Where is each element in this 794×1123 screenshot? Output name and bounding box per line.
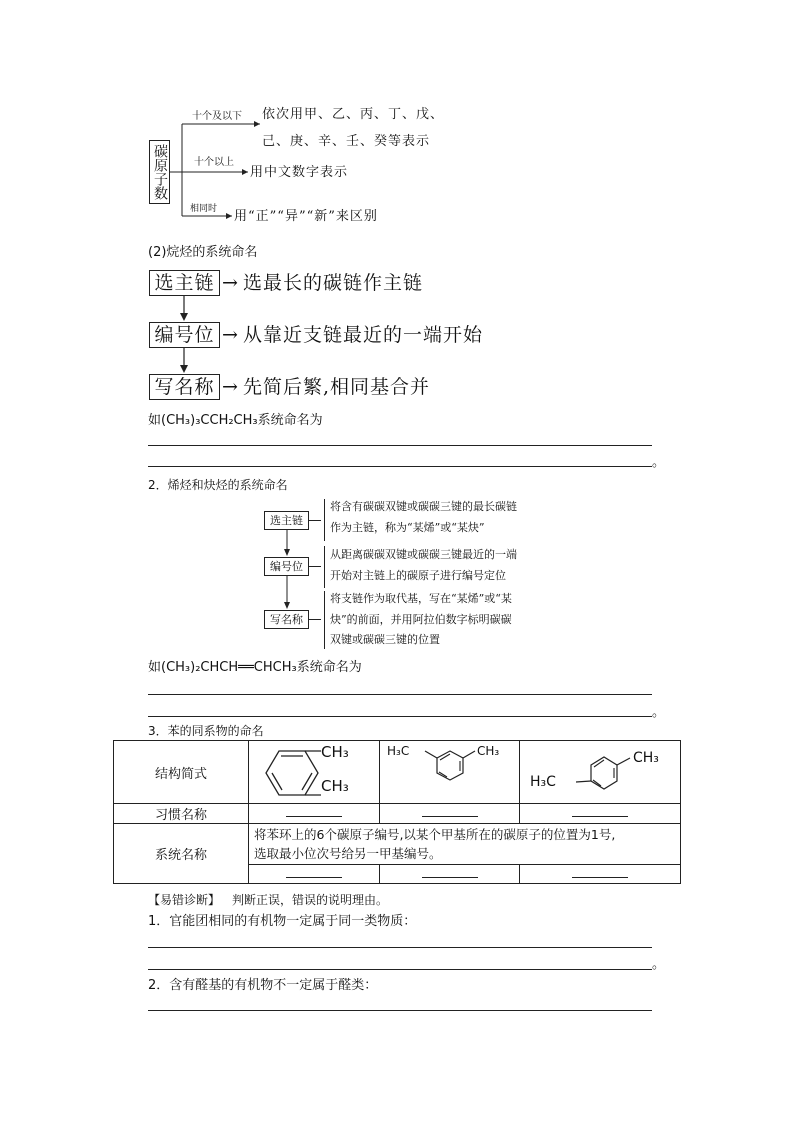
alkane-down-arrow-1 — [178, 296, 190, 322]
alkene-heading: 2．烯烃和炔烃的系统命名 — [148, 478, 288, 492]
meta-methyl-right: CH₃ — [477, 744, 500, 758]
alkene-step3-line2: 炔”的前面，并用阿拉伯数字标明碳碳 — [330, 613, 512, 626]
alkene-step3-box: 写名称 — [264, 610, 309, 629]
para-methyl-right: CH₃ — [633, 750, 659, 766]
alkene-step1-bar — [324, 499, 325, 541]
ortho-methyl-top: CH₃ — [321, 743, 349, 761]
alkene-down-arrow-2 — [281, 576, 293, 610]
structure-meta-xylene — [380, 741, 520, 804]
q1-answer-line-2[interactable] — [148, 969, 652, 970]
alkene-step3-line1: 将支链作为取代基，写在“某烯”或“某 — [330, 592, 512, 605]
alkene-step1-connector — [309, 520, 321, 521]
para-methyl-left: H₃C — [530, 774, 556, 790]
diagnosis-q2: 2．含有醛基的有机物不一定属于醛类： — [148, 978, 378, 993]
alkane-step2-desc: 从靠近支链最近的一端开始 — [243, 324, 484, 346]
alkene-question: 如(CH₃)₂CHCH══CHCH₃系统命名为 — [148, 660, 362, 675]
common-name-blank-meta[interactable] — [380, 804, 520, 824]
alkene-step2-line2: 开始对主链上的碳原子进行编号定位 — [330, 569, 506, 582]
blank-line — [572, 806, 628, 817]
blank-line — [286, 806, 342, 817]
alkane-end-mark: 。 — [652, 455, 666, 470]
structure-para-xylene — [520, 741, 681, 804]
structure-ortho-xylene — [249, 741, 380, 804]
branch1-text-line1: 依次用甲、乙、丙、丁、戊、 — [262, 107, 445, 122]
alkane-step1-arrow: → — [222, 272, 239, 294]
systematic-rule-line2: 选取最小位次号给另一甲基编号。 — [254, 846, 442, 861]
common-name-blank-ortho[interactable] — [249, 804, 380, 824]
benzene-table — [113, 740, 681, 884]
blank-line — [572, 867, 628, 878]
alkene-step3-bar — [324, 591, 325, 649]
alkene-answer-line-1[interactable] — [148, 694, 652, 695]
systematic-name-blank-meta[interactable] — [380, 865, 520, 884]
diagnosis-q1: 1．官能团相同的有机物一定属于同一类物质： — [148, 914, 417, 929]
alkene-step3-line3: 双键或碳碳三键的位置 — [330, 633, 440, 646]
branch2-condition: 十个以上 — [194, 157, 234, 168]
row-label-structure: 结构简式 — [114, 741, 249, 804]
alkene-step2-box: 编号位 — [264, 557, 309, 576]
branch3-text: 用“正”“异”“新”来区别 — [234, 209, 378, 224]
common-name-blank-para[interactable] — [520, 804, 681, 824]
branch1-condition: 十个及以下 — [192, 111, 242, 122]
diagnosis-bracket: 【易错诊断】 — [148, 893, 221, 907]
alkane-step1-box: 选主链 — [149, 270, 220, 296]
alkane-heading: (2)烷烃的系统命名 — [148, 245, 258, 260]
benzene-heading: 3．苯的同系物的命名 — [148, 724, 264, 738]
alkane-question: 如(CH₃)₃CCH₂CH₃系统命名为 — [148, 413, 323, 428]
alkene-step1-box: 选主链 — [264, 511, 309, 530]
q2-answer-line-1[interactable] — [148, 1010, 652, 1011]
row-label-common-name: 习惯名称 — [114, 804, 249, 824]
blank-line — [286, 867, 342, 878]
alkene-end-mark: 。 — [652, 705, 666, 720]
alkane-step2-box: 编号位 — [149, 322, 220, 348]
carbon-count-box — [149, 140, 170, 204]
alkene-step2-connector — [309, 566, 321, 567]
systematic-rule — [249, 824, 681, 865]
row-label-systematic-name: 系统名称 — [114, 824, 249, 884]
ortho-xylene-ring — [249, 742, 379, 802]
blank-line — [422, 806, 478, 817]
branch1-text-line2: 己、庚、辛、壬、癸等表示 — [262, 134, 431, 149]
alkane-step2-arrow: → — [222, 324, 239, 346]
carbon-count-label: 碳原子数 — [152, 144, 168, 200]
blank-line — [422, 867, 478, 878]
alkane-step3-box: 写名称 — [149, 374, 220, 400]
alkene-step1-line1: 将含有碳碳双键或碳碳三键的最长碳链 — [330, 500, 517, 513]
alkane-step1-desc: 选最长的碳链作主链 — [243, 272, 424, 294]
systematic-name-blank-ortho[interactable] — [249, 865, 380, 884]
alkane-answer-line-2[interactable] — [148, 466, 652, 467]
alkene-step3-connector — [309, 619, 321, 620]
branch2-text: 用中文数字表示 — [250, 165, 349, 180]
systematic-rule-line1: 将苯环上的6个碳原子编号,以某个甲基所在的碳原子的位置为1号, — [254, 827, 616, 842]
systematic-name-blank-para[interactable] — [520, 865, 681, 884]
ortho-methyl-bottom: CH₃ — [321, 777, 349, 795]
alkene-step2-line1: 从距离碳碳双键或碳碳三键最近的一端 — [330, 548, 517, 561]
diagnosis-heading — [148, 893, 388, 908]
alkane-step3-desc: 先简后繁,相同基合并 — [243, 376, 431, 398]
q1-answer-line-1[interactable] — [148, 947, 652, 948]
alkene-down-arrow-1 — [281, 530, 293, 557]
q1-end-mark: 。 — [652, 957, 666, 972]
meta-methyl-left: H₃C — [387, 744, 410, 758]
alkene-answer-line-2[interactable] — [148, 716, 652, 717]
alkene-step2-bar — [324, 546, 325, 588]
diagnosis-instruction: 判断正误，错误的说明理由。 — [232, 893, 389, 907]
alkane-step3-arrow: → — [222, 376, 239, 398]
alkene-step1-line2: 作为主链，称为“某烯”或“某炔” — [330, 521, 485, 534]
alkane-answer-line-1[interactable] — [148, 445, 652, 446]
branch3-condition: 相同时 — [190, 204, 218, 214]
alkane-down-arrow-2 — [178, 348, 190, 374]
